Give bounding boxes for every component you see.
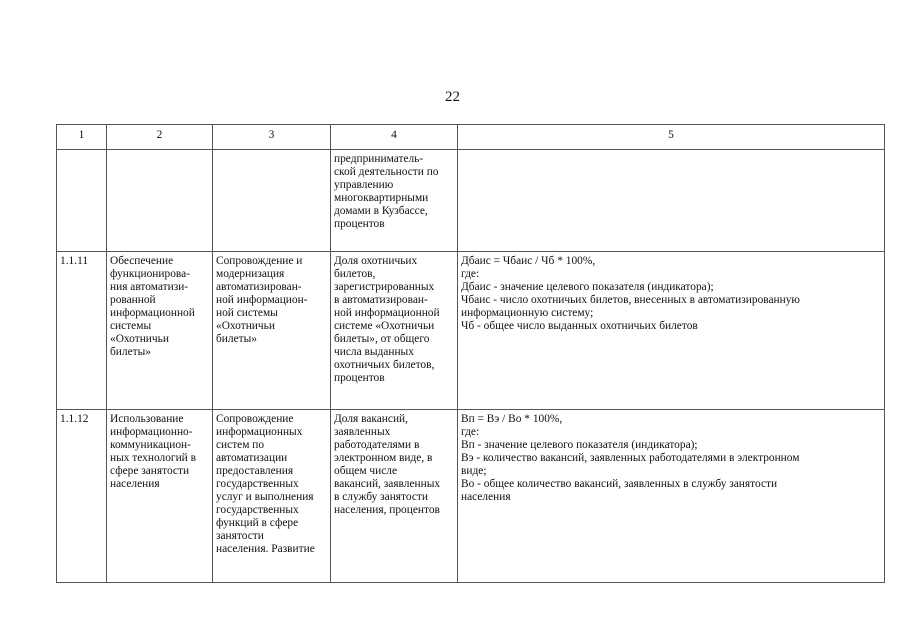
- cell-text-line: государственных: [216, 478, 299, 490]
- row-number: [57, 150, 107, 252]
- cell-text-line: ных технологий в: [110, 452, 196, 464]
- col-header-5: 5: [458, 125, 885, 150]
- cell-text-line: ной информационной: [334, 307, 440, 319]
- cell-text-line: виде;: [461, 465, 487, 477]
- cell-text-line: процентов: [334, 372, 385, 384]
- cell-text-line: Сопровождение и: [216, 255, 303, 267]
- row-number: 1.1.12: [57, 410, 107, 583]
- cell-text-line: системы: [110, 320, 152, 332]
- formula-cell: [458, 252, 885, 410]
- cell-text-line: системе «Охотничьи: [334, 320, 435, 332]
- cell-text-line: сфере занятости: [110, 465, 190, 477]
- cell-text-line: Доля охотничьих: [334, 255, 418, 267]
- cell-text-line: вакансий, заявленных: [334, 478, 441, 490]
- table-row: [57, 252, 885, 410]
- cell-text-line: заявленных: [334, 426, 391, 438]
- table-row: [57, 410, 885, 583]
- cell-text-line: Чбаис - число охотничьих билетов, внесенных в автоматизированную: [461, 294, 800, 306]
- cell-text-line: модернизация: [216, 268, 285, 280]
- cell-text-line: ной информацион-: [216, 294, 308, 306]
- cell-text-line: государственных: [216, 504, 299, 516]
- col-header-2: 2: [107, 125, 213, 150]
- formula-cell: [458, 150, 885, 252]
- cell-text-line: где:: [461, 268, 480, 280]
- cell-text-line: ской деятельности по: [334, 166, 439, 178]
- cell-text-line: числа выданных: [334, 346, 414, 358]
- cell-text-line: автоматизации: [216, 452, 288, 464]
- cell-text-line: в службу занятости: [334, 491, 428, 503]
- col-header-1: 1: [57, 125, 107, 150]
- measure-cell: [213, 410, 331, 583]
- cell-text-line: Обеспечение: [110, 255, 174, 267]
- cell-text-line: ной системы: [216, 307, 278, 319]
- cell-text-line: занятости: [216, 530, 264, 542]
- cell-text-line: Доля вакансий,: [334, 413, 408, 425]
- cell-text-line: билеты»: [110, 346, 151, 358]
- cell-text-line: где:: [461, 426, 480, 438]
- event-name-cell: [107, 252, 213, 410]
- cell-text-line: Использование: [110, 413, 184, 425]
- cell-text-line: «Охотничьи: [110, 333, 169, 345]
- cell-text-line: билетов,: [334, 268, 376, 280]
- cell-text-line: информационных: [216, 426, 303, 438]
- indicator-cell: [331, 410, 458, 583]
- cell-text-line: функций в сфере: [216, 517, 299, 529]
- cell-text-line: населения: [461, 491, 511, 503]
- col-header-3: 3: [213, 125, 331, 150]
- cell-text-line: информационной: [110, 307, 195, 319]
- cell-text-line: информационно-: [110, 426, 193, 438]
- cell-text-line: рованной: [110, 294, 156, 306]
- indicator-table: [56, 124, 885, 583]
- cell-text-line: предоставления: [216, 465, 294, 477]
- cell-text-line: домами в Кузбассе,: [334, 205, 428, 217]
- measure-cell: [213, 252, 331, 410]
- event-name-cell: [107, 410, 213, 583]
- cell-text-line: зарегистрированных: [334, 281, 435, 293]
- cell-text-line: предприниматель-: [334, 153, 424, 165]
- cell-text-line: ния автоматизи-: [110, 281, 189, 293]
- cell-text-line: общем числе: [334, 465, 397, 477]
- cell-text-line: Дбаис = Чбаис / Чб * 100%,: [461, 255, 596, 267]
- cell-text-line: электронном виде, в: [334, 452, 433, 464]
- cell-text-line: Сопровождение: [216, 413, 294, 425]
- event-name-cell: [107, 150, 213, 252]
- cell-text-line: процентов: [334, 218, 385, 230]
- formula-cell: [458, 410, 885, 583]
- indicator-cell: [331, 252, 458, 410]
- cell-text-line: систем по: [216, 439, 265, 451]
- header-row: [57, 125, 885, 150]
- cell-text-line: билеты», от общего: [334, 333, 430, 345]
- cell-text-line: многоквартирными: [334, 192, 429, 204]
- cell-text-line: населения: [110, 478, 160, 490]
- measure-cell: [213, 150, 331, 252]
- cell-text-line: в автоматизирован-: [334, 294, 428, 306]
- cell-text-line: работодателями в: [334, 439, 420, 451]
- cell-text-line: Вп - значение целевого показателя (индикатора);: [461, 439, 698, 451]
- cell-text-line: населения. Развитие: [216, 543, 315, 555]
- cell-text-line: информационную систему;: [461, 307, 594, 319]
- indicator-cell: [331, 150, 458, 252]
- table-row: [57, 150, 885, 252]
- cell-text-line: услуг и выполнения: [216, 491, 314, 503]
- cell-text-line: Чб - общее число выданных охотничьих билетов: [461, 320, 698, 332]
- cell-text-line: билеты»: [216, 333, 257, 345]
- cell-text-line: управлению: [334, 179, 394, 191]
- row-number: 1.1.11: [57, 252, 107, 410]
- cell-text-line: автоматизирован-: [216, 281, 302, 293]
- cell-text-line: «Охотничьи: [216, 320, 275, 332]
- page-number: 22: [445, 89, 460, 105]
- cell-text-line: коммуникацион-: [110, 439, 191, 451]
- cell-text-line: Дбаис - значение целевого показателя (индикатора);: [461, 281, 714, 293]
- cell-text-line: Вп = Вэ / Во * 100%,: [461, 413, 563, 425]
- cell-text-line: Во - общее количество вакансий, заявленных в службу занятости: [461, 478, 778, 490]
- cell-text-line: населения, процентов: [334, 504, 440, 516]
- col-header-4: 4: [331, 125, 458, 150]
- cell-text-line: охотничьих билетов,: [334, 359, 435, 371]
- cell-text-line: Вэ - количество вакансий, заявленных работодателями в электронном: [461, 452, 800, 464]
- cell-text-line: функционирова-: [110, 268, 190, 280]
